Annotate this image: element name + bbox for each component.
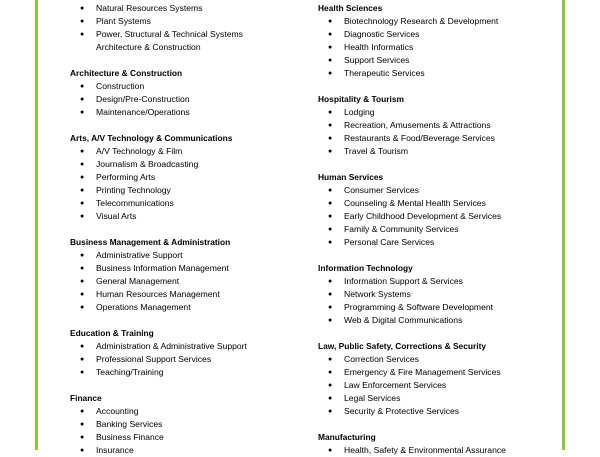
pathway-item [70, 301, 320, 314]
pathway-item [70, 93, 320, 106]
pathway-item [318, 392, 568, 405]
pathway-item [318, 145, 568, 158]
cluster-title: Business Management & Administration [70, 237, 231, 247]
pathway-item [70, 340, 320, 353]
cluster-spacer [318, 327, 568, 340]
cluster-spacer [318, 80, 568, 93]
cluster-title: Education & Training [70, 328, 154, 338]
pathway-item [318, 67, 568, 80]
cluster-spacer [318, 158, 568, 171]
pathway-label: Professional Support Services [96, 354, 212, 364]
career-cluster-finance [70, 392, 320, 457]
pathway-label: Plant Systems [96, 16, 151, 26]
pathway-label: Design/Pre-Construction [96, 94, 190, 104]
bullet-icon: ● [80, 109, 85, 116]
pathway-label: Personal Care Services [344, 237, 435, 247]
bullet-icon: ● [80, 291, 85, 298]
pathway-item [70, 184, 320, 197]
pathway-item [318, 15, 568, 28]
pathway-item [318, 275, 568, 288]
pathway-item [70, 171, 320, 184]
pathway-label: Lodging [344, 107, 375, 117]
bullet-icon: ● [80, 356, 85, 363]
bullet-icon: ● [328, 304, 333, 311]
bullet-icon: ● [328, 213, 333, 220]
cluster-spacer [318, 418, 568, 431]
bullet-icon: ● [80, 421, 85, 428]
cluster-title: Law, Public Safety, Corrections & Security [318, 341, 487, 351]
pathway-label: Administration & Administrative Support [96, 341, 247, 351]
pathway-label: Visual Arts [96, 211, 137, 221]
pathway-label: Counseling & Mental Health Services [344, 198, 486, 208]
pathway-label: Natural Resources Systems [96, 3, 203, 13]
bullet-icon: ● [80, 148, 85, 155]
pathway-label: Security & Protective Services [344, 406, 460, 416]
cluster-spacer [318, 249, 568, 262]
pathway-label: Banking Services [96, 419, 163, 429]
pathway-label: A/V Technology & Film [96, 146, 183, 156]
pathway-item [318, 366, 568, 379]
bullet-icon: ● [328, 447, 333, 454]
bullet-icon: ● [80, 161, 85, 168]
bullet-icon: ● [80, 252, 85, 259]
bullet-icon: ● [328, 239, 333, 246]
pathway-item [70, 158, 320, 171]
cluster-title: Manufacturing [318, 432, 376, 442]
cluster-title: Health Sciences [318, 3, 383, 13]
bullet-icon: ● [80, 447, 85, 454]
career-cluster-arts-a-v-technology-communications [70, 132, 320, 223]
pathway-item [318, 301, 568, 314]
bullet-icon: ● [328, 291, 333, 298]
pathway-label: Travel & Tourism [344, 146, 408, 156]
pathway-item [318, 314, 568, 327]
bullet-icon: ● [328, 369, 333, 376]
pathway-item [318, 353, 568, 366]
pathway-item [318, 197, 568, 210]
pathway-label: Human Resources Management [96, 289, 220, 299]
pathway-label: Printing Technology [96, 185, 171, 195]
pathway-label: Insurance [96, 445, 134, 455]
pathway-item [318, 223, 568, 236]
cluster-title: Architecture & Construction [70, 68, 183, 78]
bullet-icon: ● [80, 200, 85, 207]
cluster-spacer [70, 314, 320, 327]
pathway-label: Telecommunications [96, 198, 174, 208]
pathway-label-line: Power, Structural & Technical Systems [96, 29, 243, 39]
bullet-icon: ● [328, 382, 333, 389]
pathway-item [70, 262, 320, 275]
pathway-label: Teaching/Training [96, 367, 164, 377]
pathway-label: Diagnostic Services [344, 29, 420, 39]
bullet-icon: ● [80, 278, 85, 285]
bullet-icon: ● [80, 96, 85, 103]
career-cluster-health-sciences [318, 2, 568, 80]
bullet-icon: ● [80, 187, 85, 194]
bullet-icon: ● [80, 5, 85, 12]
career-cluster-architecture-construction [70, 67, 320, 119]
pathway-item [70, 418, 320, 431]
pathway-item [318, 236, 568, 249]
pathway-item [70, 431, 320, 444]
pathway-label: Correction Services [344, 354, 419, 364]
pathway-label: Family & Community Services [344, 224, 459, 234]
bullet-icon: ● [328, 122, 333, 129]
pathway-label: Operations Management [96, 302, 191, 312]
pathway-label: Business Information Management [96, 263, 229, 273]
cluster-title: Arts, A/V Technology & Communications [70, 133, 233, 143]
career-cluster-continued [70, 0, 320, 54]
pathway-item [70, 210, 320, 223]
bullet-icon: ● [80, 265, 85, 272]
career-cluster-human-services [318, 171, 568, 249]
bullet-icon: ● [80, 174, 85, 181]
pathway-item [70, 353, 320, 366]
bullet-icon: ● [80, 31, 85, 38]
bullet-icon: ● [328, 31, 333, 38]
bullet-icon: ● [328, 70, 333, 77]
pathway-label: Construction [96, 81, 145, 91]
pathway-item [318, 54, 568, 67]
cluster-title: Human Services [318, 172, 384, 182]
bullet-icon: ● [328, 187, 333, 194]
pathway-item [70, 249, 320, 262]
pathway-item [318, 288, 568, 301]
pathway-item [70, 80, 320, 93]
career-cluster-hospitality-tourism [318, 93, 568, 158]
pathway-label: Law Enforcement Services [344, 380, 447, 390]
pathway-label: Emergency & Fire Management Services [344, 367, 501, 377]
pathway-label: Health, Safety & Environmental Assurance [344, 445, 506, 455]
pathway-label: Accounting [96, 406, 139, 416]
career-cluster-education-training [70, 327, 320, 379]
pathway-label [96, 28, 320, 54]
pathway-label: Recreation, Amusements & Attractions [344, 120, 491, 130]
pathway-item [318, 28, 568, 41]
bullet-icon: ● [328, 356, 333, 363]
bullet-icon: ● [328, 148, 333, 155]
pathway-item [318, 405, 568, 418]
pathway-label: Restaurants & Food/Beverage Services [344, 133, 495, 143]
bullet-icon: ● [80, 18, 85, 25]
pathway-item [70, 366, 320, 379]
pathway-item [318, 184, 568, 197]
pathway-item [318, 119, 568, 132]
cluster-title: Hospitality & Tourism [318, 94, 404, 104]
pathway-label: Web & Digital Communications [344, 315, 463, 325]
bullet-icon: ● [80, 83, 85, 90]
bullet-icon: ● [328, 109, 333, 116]
left-border-rule [35, 0, 38, 450]
bullet-icon: ● [328, 200, 333, 207]
career-cluster-manufacturing [318, 431, 568, 457]
pathway-item [70, 288, 320, 301]
pathway-label: Early Childhood Development & Services [344, 211, 502, 221]
cluster-spacer [70, 379, 320, 392]
bullet-icon: ● [328, 408, 333, 415]
pathway-label: Health Informatics [344, 42, 414, 52]
pathway-item [70, 145, 320, 158]
pathway-label: Support Services [344, 55, 410, 65]
pathway-item [70, 444, 320, 457]
bullet-icon: ● [328, 135, 333, 142]
cluster-title: Finance [70, 393, 102, 403]
pathway-label: Business Finance [96, 432, 164, 442]
pathway-item [318, 132, 568, 145]
pathway-item [70, 15, 320, 28]
bullet-icon: ● [328, 18, 333, 25]
left-column [70, 0, 320, 457]
pathway-item [318, 379, 568, 392]
bullet-icon: ● [80, 304, 85, 311]
pathway-label: Information Support & Services [344, 276, 463, 286]
pathway-item [70, 405, 320, 418]
bullet-icon: ● [80, 369, 85, 376]
pathway-item [318, 41, 568, 54]
pathway-label: Programming & Software Development [344, 302, 494, 312]
pathway-label: Consumer Services [344, 185, 419, 195]
pathway-item [70, 275, 320, 288]
right-column [318, 2, 568, 457]
pathway-item [70, 2, 320, 15]
bullet-icon: ● [80, 213, 85, 220]
bullet-icon: ● [328, 226, 333, 233]
cluster-spacer [70, 223, 320, 236]
bullet-icon: ● [328, 395, 333, 402]
pathway-item [318, 210, 568, 223]
cluster-spacer [70, 119, 320, 132]
bullet-icon: ● [328, 317, 333, 324]
pathway-label: General Management [96, 276, 180, 286]
pathway-label: Administrative Support [96, 250, 183, 260]
bullet-icon: ● [80, 343, 85, 350]
bullet-icon: ● [328, 44, 333, 51]
pathway-item [70, 106, 320, 119]
pathway-label: Performing Arts [96, 172, 156, 182]
pathway-label: Journalism & Broadcasting [96, 159, 199, 169]
pathway-item [318, 444, 568, 457]
pathway-label: Network Systems [344, 289, 411, 299]
bullet-icon: ● [328, 57, 333, 64]
pathway-label: Therapeutic Services [344, 68, 425, 78]
pathway-label: Maintenance/Operations [96, 107, 190, 117]
career-cluster-law-public-safety-corrections-security [318, 340, 568, 418]
pathway-label-line: Architecture & Construction [96, 42, 201, 52]
cluster-title: Information Technology [318, 263, 413, 273]
bullet-icon: ● [328, 278, 333, 285]
cluster-spacer [70, 54, 320, 67]
pathway-item [318, 106, 568, 119]
bullet-icon: ● [80, 408, 85, 415]
bullet-icon: ● [80, 434, 85, 441]
pathway-label: Legal Services [344, 393, 401, 403]
pathway-item [70, 197, 320, 210]
pathway-item [70, 28, 320, 54]
career-cluster-information-technology [318, 262, 568, 327]
career-cluster-business-management-administration [70, 236, 320, 314]
pathway-label: Biotechnology Research & Development [344, 16, 499, 26]
